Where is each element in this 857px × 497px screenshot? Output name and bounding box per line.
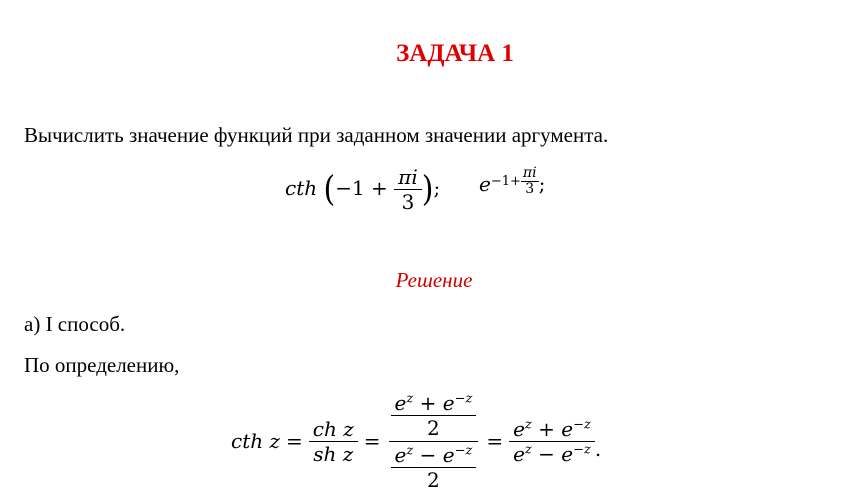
- definition-label: По определению,: [24, 353, 180, 377]
- result-denominator: [509, 442, 595, 465]
- ch-numerator: ch z: [309, 418, 358, 442]
- inner-sum-numerator: [391, 392, 477, 416]
- inner-diff-denominator: 2: [427, 467, 440, 492]
- final-period: .: [594, 437, 602, 461]
- inner-fraction-sum: [391, 392, 477, 439]
- page-title: ЗАДАЧА 1: [396, 40, 514, 67]
- equals-sign-3: =: [486, 429, 504, 453]
- cth-arg-prefix: −1 +: [335, 176, 395, 200]
- minus-sign: −: [413, 442, 443, 467]
- exp-e: e: [394, 390, 407, 415]
- semicolon: ;: [433, 176, 441, 200]
- exp-semicolon: ;: [538, 172, 546, 196]
- compound-fraction: [387, 392, 481, 491]
- formula-cth: [285, 166, 440, 213]
- equals-sign-2: =: [363, 429, 381, 453]
- exp-e: e: [513, 416, 525, 441]
- exp-e: e: [442, 390, 455, 415]
- derivation-formula: [231, 391, 601, 491]
- exp-z: z: [524, 441, 532, 457]
- exp-fraction-denominator: 3: [525, 181, 535, 198]
- exp-e: e: [561, 441, 574, 466]
- exp-minus-z: −z: [573, 441, 591, 457]
- exp-base: e: [479, 172, 491, 196]
- equals-sign-1: =: [286, 429, 303, 453]
- method-label: а) I способ.: [24, 312, 126, 336]
- inner-fraction-diff: [391, 444, 477, 491]
- right-paren: ): [421, 169, 434, 210]
- exp-minus-z: −z: [573, 416, 591, 432]
- exp-e: e: [513, 441, 525, 466]
- exp-minus-z: −z: [454, 442, 473, 458]
- exp-minus-z: −z: [454, 390, 473, 406]
- cth-label: cth: [285, 176, 318, 200]
- derivation-lhs: cth z: [231, 429, 281, 453]
- plus-sign: +: [413, 390, 443, 415]
- exp-z: z: [524, 416, 532, 432]
- formula-exp: [479, 166, 545, 198]
- minus-sign: −: [531, 441, 562, 466]
- fraction-ch-over-sh: [309, 418, 358, 465]
- exp-z: z: [406, 442, 414, 458]
- result-numerator: [509, 418, 595, 442]
- plus-sign: +: [531, 416, 562, 441]
- fraction-denominator: 3: [401, 190, 415, 214]
- exp-exponent: [491, 166, 539, 198]
- exp-e: e: [442, 442, 455, 467]
- sh-denominator: sh z: [313, 441, 354, 466]
- compound-numerator: [389, 392, 479, 442]
- fraction-pi-i-over-3: [394, 166, 422, 213]
- inner-sum-denominator: 2: [427, 415, 440, 440]
- exp-e: e: [561, 416, 574, 441]
- fraction-numerator: πi: [394, 166, 422, 190]
- exp-z: z: [406, 390, 414, 406]
- compound-denominator: [387, 442, 481, 491]
- solution-heading: Решение: [395, 268, 473, 292]
- exp-fraction-numerator: πi: [522, 165, 537, 181]
- problem-statement: Вычислить значение функций при заданном значении аргумента.: [24, 123, 609, 147]
- exp-prefix: −1+: [490, 174, 521, 190]
- exp-e: e: [394, 442, 407, 467]
- exp-fraction: [521, 166, 539, 198]
- left-paren: (: [323, 169, 336, 210]
- inner-diff-numerator: [391, 444, 477, 468]
- fraction-result: [509, 418, 595, 465]
